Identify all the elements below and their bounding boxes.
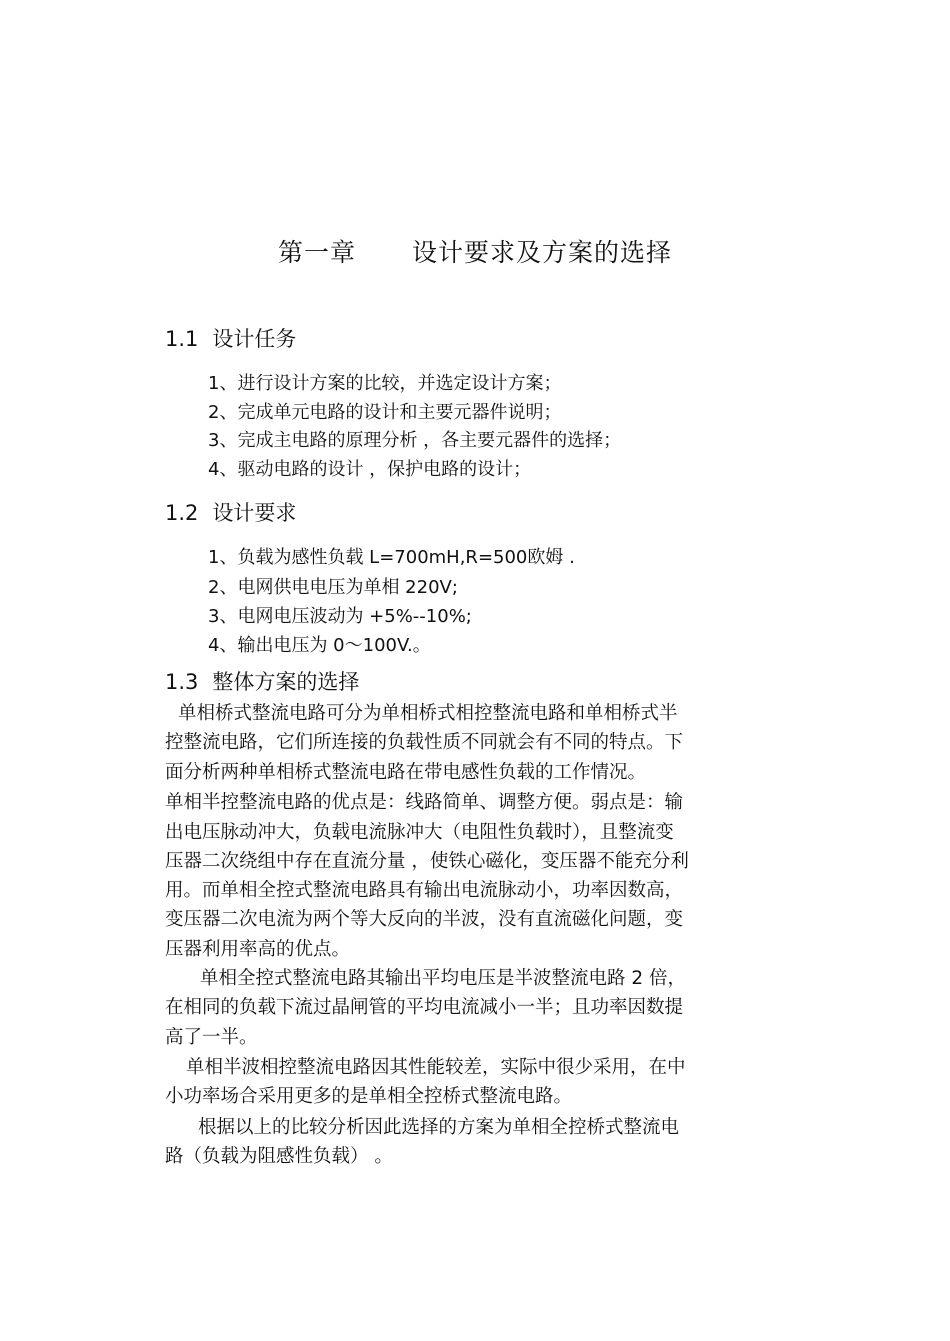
body-line: 根据以上的比较分析因此选择的方案为单相全控桥式整流电 [198,1117,680,1138]
section-heading-1-3 [165,666,359,696]
section-number: 1.3 [165,670,199,694]
body-line: 在相同的负载下流过晶闸管的平均电流减小一半；且功率因数提 [165,997,684,1018]
list-item: 2、完成单元电路的设计和主要元器件说明； [208,402,562,423]
list-item: 4、驱动电路的设计 ，保护电路的设计； [208,459,532,480]
list-item: 1、进行设计方案的比较，并选定设计方案； [208,373,562,394]
section-title: 设计任务 [212,327,297,351]
body-line: 小功率场合采用更多的是单相全控桥式整流电路。 [165,1086,573,1107]
body-line: 单相全控式整流电路其输出平均电压是半波整流电路 2 倍， [200,968,687,989]
chapter-title [0,233,950,269]
list-item: 3、完成主电路的原理分析 ，各主要元器件的选择； [208,430,622,451]
body-line: 用。而单相全控式整流电路具有输出电流脉动小，功率因数高， [165,880,684,901]
body-line: 路（负载为阻感性负载） 。 [165,1146,393,1167]
list-item: 2、电网供电电压为单相 220V; [208,577,458,598]
section-number: 1.1 [165,327,199,351]
body-line: 面分析两种单相桥式整流电路在带电感性负载的工作情况。 [165,762,647,783]
body-line: 单相半波相控整流电路因其性能较差，实际中很少采用，在中 [186,1057,686,1078]
body-line: 出电压脉动冲大，负载电流脉冲大（电阻性负载时），且整流变 [165,822,674,843]
section-number: 1.2 [165,501,199,525]
body-line: 压器二次绕组中存在直流分量 ，使铁心磁化，变压器不能充分利 [165,851,689,872]
section-heading-1-1 [165,323,296,353]
chapter-title-text: 设计要求及方案的选择 [412,238,673,267]
section-title: 设计要求 [212,501,297,525]
section-title: 整体方案的选择 [212,670,360,694]
list-item: 1、负载为感性负载 L=700mH,R=500欧姆 . [208,547,575,568]
body-line: 高了一半。 [165,1027,258,1048]
body-line: 单相桥式整流电路可分为单相桥式相控整流电路和单相桥式半 [178,703,678,724]
body-line: 压器利用率高的优点。 [165,939,351,960]
body-line: 单相半控整流电路的优点是：线路简单、调整方便。弱点是：输 [165,792,684,813]
list-item: 4、输出电压为 0～100V.。 [208,635,431,656]
list-item: 3、电网电压波动为 +5%--10%; [208,606,472,627]
section-heading-1-2 [165,497,296,527]
chapter-number: 第一章 [277,238,356,267]
body-line: 控整流电路，它们所连接的负载性质不同就会有不同的特点。下 [165,732,684,753]
body-line: 变压器二次电流为两个等大反向的半波，没有直流磁化问题，变 [165,909,684,930]
